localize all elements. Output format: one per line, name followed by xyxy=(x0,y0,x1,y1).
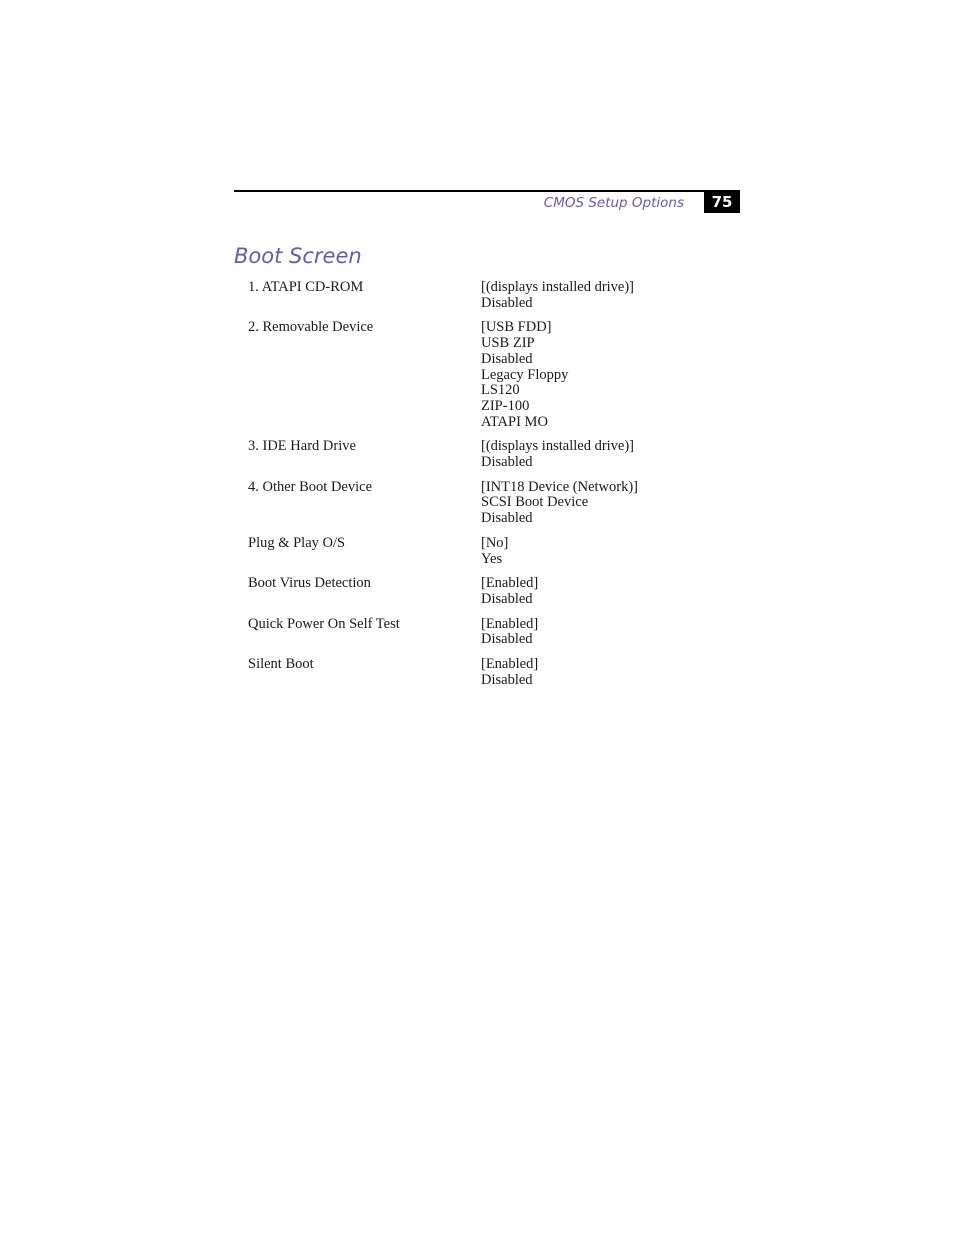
setting-value: Disabled xyxy=(481,671,533,688)
setting-value: [USB FDD] xyxy=(481,319,552,336)
setting-row-other-boot-device xyxy=(248,480,728,527)
setting-name: 3. IDE Hard Drive xyxy=(248,438,356,455)
setting-value: Yes xyxy=(481,550,503,567)
setting-name: Quick Power On Self Test xyxy=(248,615,400,632)
setting-name: Silent Boot xyxy=(248,656,314,673)
settings-table xyxy=(248,280,728,688)
setting-value: SCSI Boot Device xyxy=(481,494,589,511)
header-rule xyxy=(234,190,740,192)
setting-values xyxy=(481,536,508,567)
setting-value: LS120 xyxy=(481,382,520,399)
setting-value: [INT18 Device (Network)] xyxy=(481,478,639,495)
setting-value: Legacy Floppy xyxy=(481,366,569,383)
setting-value: [No] xyxy=(481,534,509,551)
setting-values xyxy=(481,320,568,430)
setting-value: Disabled xyxy=(481,294,533,311)
setting-value: [Enabled] xyxy=(481,656,539,673)
setting-value: ATAPI MO xyxy=(481,413,548,430)
setting-value: Disabled xyxy=(481,350,533,367)
page-number: 75 xyxy=(704,191,740,213)
setting-value: [Enabled] xyxy=(481,615,539,632)
setting-value: [(displays installed drive)] xyxy=(481,438,635,455)
setting-value: Disabled xyxy=(481,590,533,607)
setting-row-plug-and-play xyxy=(248,536,728,567)
setting-value: USB ZIP xyxy=(481,335,535,352)
setting-name: Plug & Play O/S xyxy=(248,534,346,551)
setting-value: [(displays installed drive)] xyxy=(481,279,635,295)
setting-name: 4. Other Boot Device xyxy=(248,478,373,495)
setting-values xyxy=(481,480,638,527)
setting-values xyxy=(481,617,538,648)
setting-name: Boot Virus Detection xyxy=(248,575,371,592)
setting-name: 2. Removable Device xyxy=(248,319,374,336)
setting-value: Disabled xyxy=(481,454,533,471)
setting-values xyxy=(481,576,538,607)
setting-value: Disabled xyxy=(481,631,533,648)
setting-row-quick-post xyxy=(248,617,728,648)
section-title: Boot Screen xyxy=(234,244,362,268)
setting-values xyxy=(481,657,538,688)
setting-values xyxy=(481,280,634,311)
setting-row-boot-virus-detection xyxy=(248,576,728,607)
setting-name: 1. ATAPI CD-ROM xyxy=(248,279,364,295)
setting-row-ide-hard-drive xyxy=(248,439,728,470)
setting-row-atapi-cd-rom xyxy=(248,280,728,311)
setting-value: Disabled xyxy=(481,510,533,527)
setting-row-silent-boot xyxy=(248,657,728,688)
setting-value: [Enabled] xyxy=(481,575,539,592)
setting-values xyxy=(481,439,634,470)
running-head: CMOS Setup Options xyxy=(543,195,684,211)
setting-row-removable-device xyxy=(248,320,728,430)
setting-value: ZIP-100 xyxy=(481,397,530,414)
